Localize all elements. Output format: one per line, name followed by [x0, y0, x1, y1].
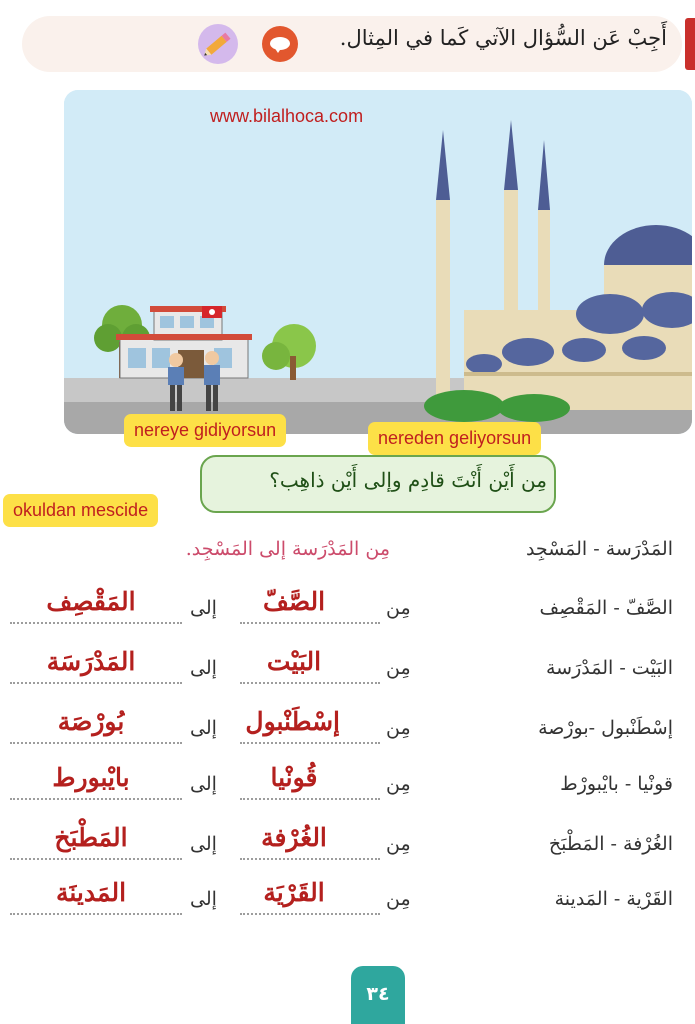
row-2-from-answer: البَيْت	[266, 647, 322, 676]
tag-nereden: nereden geliyorsun	[368, 422, 541, 455]
row-1-ila: إلى	[190, 597, 217, 619]
row-4-to-answer: بايْبورط	[52, 763, 130, 792]
row-1-from-answer: الصَّفّ	[262, 587, 326, 616]
row-3-from-line	[240, 742, 380, 744]
row-2-min: مِن	[386, 657, 411, 679]
row-6-min: مِن	[386, 888, 411, 910]
row-1-to-answer: المَقْصِف	[46, 587, 136, 616]
row-1-pair: الصَّفّ - المَقْصِف	[539, 597, 673, 619]
row-4-to-line	[10, 798, 182, 800]
row-6-pair: القَرْية - المَدينة	[554, 888, 673, 910]
example-answer: مِن المَدْرَسة إلى المَسْجِد.	[185, 538, 390, 560]
row-6-to-line	[10, 913, 182, 915]
row-5-to-answer: المَطْبَخ	[54, 823, 128, 852]
instruction-tab	[685, 18, 695, 70]
row-5-min: مِن	[386, 833, 411, 855]
row-3-from-answer: إسْطَنْبول	[245, 707, 340, 736]
website-watermark: www.bilalhoca.com	[210, 106, 364, 126]
question-text: مِن أَيْن أَنْتَ قادِم وإلى أَيْن ذاهِب؟	[269, 468, 547, 492]
row-2-ila: إلى	[190, 657, 217, 679]
row-4-from-line	[240, 798, 380, 800]
row-2-to-line	[10, 682, 182, 684]
illustration-panel	[64, 90, 692, 434]
row-4-pair: قونْيا - بايْبورْط	[560, 773, 673, 795]
example-pair: المَدْرَسة - المَسْجِد	[525, 538, 673, 560]
row-5-ila: إلى	[190, 833, 217, 855]
row-3-to-line	[10, 742, 182, 744]
row-5-pair: الغُرْفة - المَطْبَخ	[548, 833, 673, 855]
row-6-ila: إلى	[190, 888, 217, 910]
instruction-text: أَجِبْ عَن السُّؤال الآتي كَما في المِثال.	[339, 26, 667, 50]
row-6-from-line	[240, 913, 380, 915]
tag-okuldan: okuldan mescide	[3, 494, 158, 527]
row-4-from-answer: قُونْيا	[270, 763, 318, 792]
row-5-to-line	[10, 858, 182, 860]
row-3-ila: إلى	[190, 717, 217, 739]
tag-nereye: nereye gidiyorsun	[124, 414, 286, 447]
row-1-from-line	[240, 622, 380, 624]
row-6-from-answer: القَرْيَة	[263, 878, 325, 907]
row-5-from-line	[240, 858, 380, 860]
row-2-pair: البَيْت - المَدْرَسة	[546, 657, 673, 679]
speech-bubble-icon	[262, 26, 298, 62]
page-number: ٣٤	[366, 983, 390, 1005]
row-6-to-answer: المَدينَة	[55, 878, 127, 907]
pencil-icon	[198, 24, 238, 64]
row-2-from-line	[240, 682, 380, 684]
row-3-pair: إسْطَنْبول -بورْصة	[538, 717, 673, 739]
school-mosque-illustration	[64, 90, 692, 434]
row-1-min: مِن	[386, 597, 411, 619]
row-3-min: مِن	[386, 717, 411, 739]
row-5-from-answer: الغُرْفة	[261, 823, 327, 852]
row-3-to-answer: بُورْصَة	[57, 707, 125, 736]
row-1-to-line	[10, 622, 182, 624]
row-4-ila: إلى	[190, 773, 217, 795]
row-2-to-answer: المَدْرَسَة	[46, 647, 136, 676]
row-4-min: مِن	[386, 773, 411, 795]
